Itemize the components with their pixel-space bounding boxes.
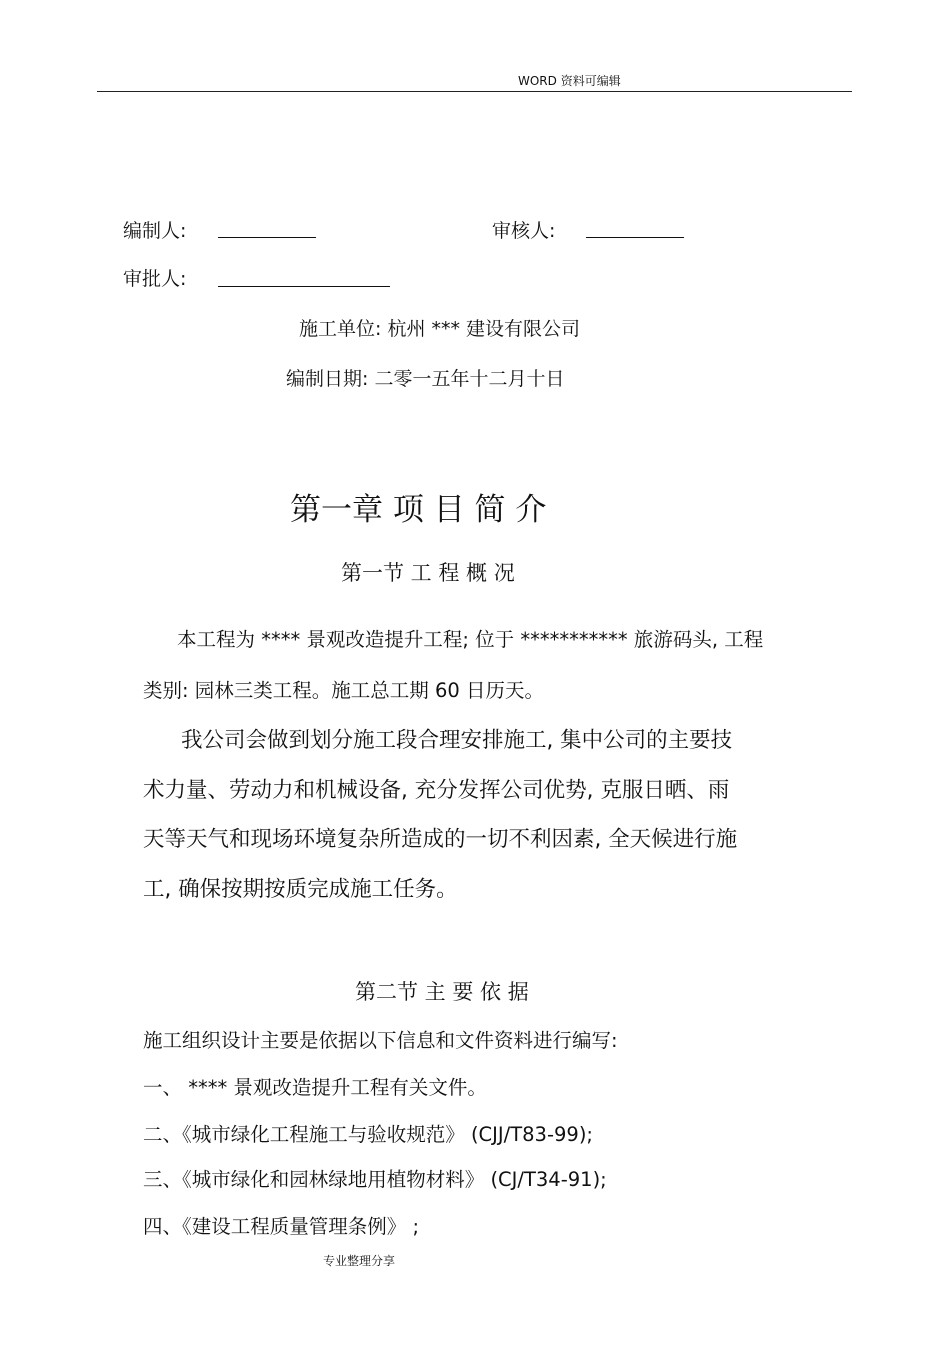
- approver-label: 审批人:: [123, 268, 187, 290]
- list-item: 二、《城市绿化工程施工与验收规范》 (CJJ/T83-99);: [143, 1123, 593, 1146]
- reviewer-blank: [586, 237, 684, 238]
- chapter-title: 第一章 项 目 简 介: [290, 492, 547, 528]
- page-header: WORD 资料可编辑: [518, 74, 621, 88]
- section-title: 第二节 主 要 依 据: [355, 980, 529, 1004]
- paragraph-line: 本工程为 **** 景观改造提升工程; 位于 *********** 旅游码头, 工程: [177, 628, 764, 651]
- paragraph-line: 类别: 园林三类工程。施工总工期 60 日历天。: [143, 679, 544, 702]
- section-intro: 施工组织设计主要是依据以下信息和文件资料进行编写:: [143, 1029, 618, 1052]
- section-title: 第一节 工 程 概 况: [341, 561, 515, 585]
- paragraph-line: 天等天气和现场环境复杂所造成的一切不利因素, 全天候进行施: [143, 827, 738, 852]
- reviewer-label: 审核人:: [492, 220, 556, 242]
- compiler-label: 编制人:: [123, 220, 187, 242]
- paragraph-line: 我公司会做到划分施工段合理安排施工, 集中公司的主要技: [181, 728, 733, 753]
- compile-date: 编制日期: 二零一五年十二月十日: [286, 368, 565, 390]
- list-item: 四、《建设工程质量管理条例》 ;: [143, 1215, 420, 1238]
- header-rule: [97, 91, 852, 92]
- compiler-blank: [218, 237, 316, 238]
- construction-unit: 施工单位: 杭州 *** 建设有限公司: [299, 318, 581, 340]
- list-item: 一、 **** 景观改造提升工程有关文件。: [143, 1076, 487, 1099]
- list-item: 三、《城市绿化和园林绿地用植物材料》 (CJ/T34-91);: [143, 1168, 607, 1191]
- page-footer: 专业整理分享: [323, 1254, 396, 1268]
- paragraph-line: 术力量、劳动力和机械设备, 充分发挥公司优势, 克服日晒、雨: [143, 778, 730, 803]
- paragraph-line: 工, 确保按期按质完成施工任务。: [143, 877, 458, 902]
- approver-blank: [218, 286, 390, 287]
